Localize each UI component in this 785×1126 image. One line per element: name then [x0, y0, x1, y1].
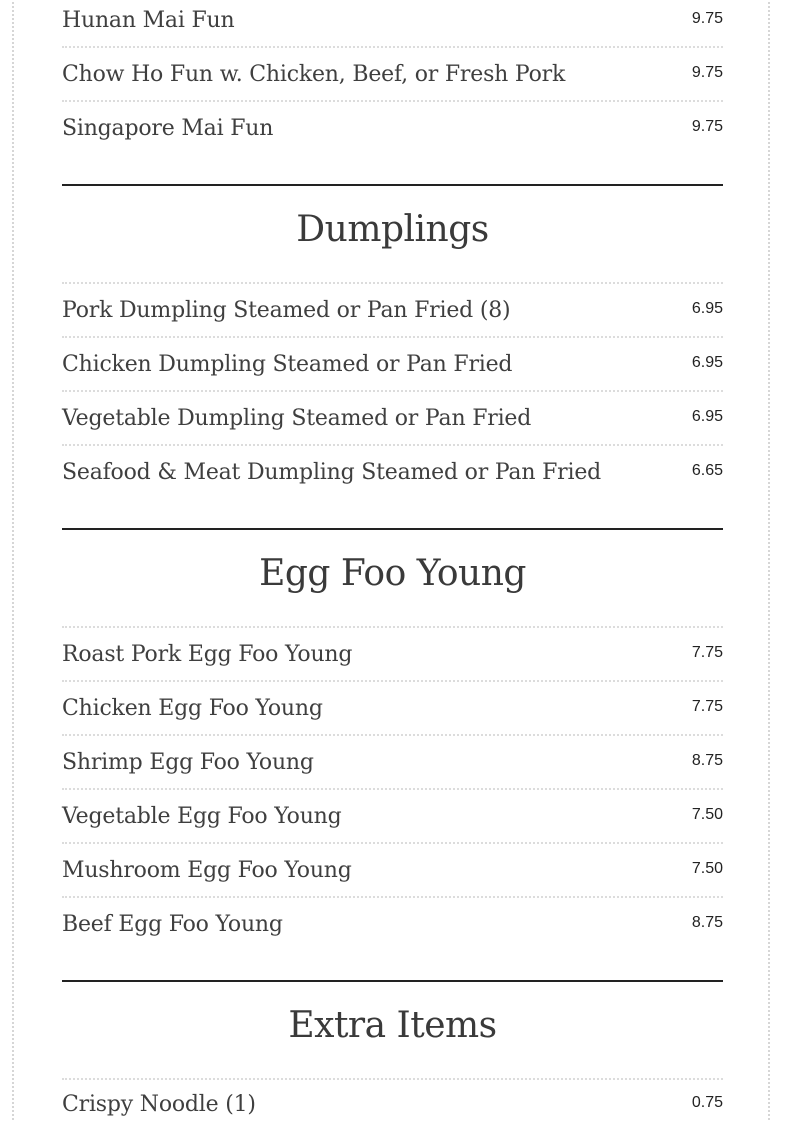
item-divider: [62, 444, 723, 446]
menu-item: [62, 1081, 723, 1117]
menu-item-price: 6.95: [691, 408, 723, 425]
menu-item-name: Mushroom Egg Foo Young: [62, 858, 352, 883]
item-divider: [62, 788, 723, 790]
menu-item-name: Chow Ho Fun w. Chicken, Beef, or Fresh Pork: [62, 62, 566, 87]
menu-item-price: 6.65: [691, 462, 723, 479]
menu-item: [62, 904, 723, 958]
menu-item-name: Crispy Noodle (1): [62, 1092, 256, 1117]
item-divider: [62, 842, 723, 844]
menu-item-name: Hunan Mai Fun: [62, 8, 235, 33]
menu-item-price: 9.75: [691, 10, 723, 27]
item-divider: [62, 282, 723, 284]
section-rule: [62, 528, 723, 530]
section-title-dumplings: Dumplings: [296, 209, 489, 250]
menu-item-price: 7.75: [691, 644, 723, 661]
menu-item-price: 6.95: [691, 300, 723, 317]
item-divider: [62, 680, 723, 682]
menu-item-name: Chicken Dumpling Steamed or Pan Fried: [62, 352, 513, 377]
section-rule: [62, 184, 723, 186]
menu-item-name: Pork Dumpling Steamed or Pan Fried (8): [62, 298, 511, 323]
menu-item-name: Seafood & Meat Dumpling Steamed or Pan Fried: [62, 460, 602, 485]
menu-item: [62, 452, 723, 506]
menu-item-price: 0.75: [691, 1094, 723, 1111]
menu-item: [62, 108, 723, 162]
menu-item-name: Roast Pork Egg Foo Young: [62, 642, 353, 667]
item-divider: [62, 46, 723, 48]
menu-item-name: Vegetable Egg Foo Young: [62, 804, 342, 829]
menu-item-name: Chicken Egg Foo Young: [62, 696, 323, 721]
item-divider: [62, 336, 723, 338]
section-title-extra-items: Extra Items: [288, 1005, 497, 1046]
item-divider: [62, 1078, 723, 1080]
section-title-egg-foo-young: Egg Foo Young: [259, 553, 526, 594]
menu-item-name: Beef Egg Foo Young: [62, 912, 283, 937]
item-divider: [62, 734, 723, 736]
menu-item-price: 6.95: [691, 354, 723, 371]
menu-item-price: 7.50: [691, 806, 723, 823]
item-divider: [62, 390, 723, 392]
item-divider: [62, 896, 723, 898]
menu-item-price: 9.75: [691, 118, 723, 135]
menu-item-price: 9.75: [691, 64, 723, 81]
menu-item-price: 7.75: [691, 698, 723, 715]
item-divider: [62, 626, 723, 628]
menu-item-name: Vegetable Dumpling Steamed or Pan Fried: [62, 406, 532, 431]
menu-item-price: 7.50: [691, 860, 723, 877]
menu-item-price: 8.75: [691, 914, 723, 931]
menu-item-name: Shrimp Egg Foo Young: [62, 750, 314, 775]
menu-item-price: 8.75: [691, 752, 723, 769]
section-rule: [62, 980, 723, 982]
item-divider: [62, 100, 723, 102]
menu-item-name: Singapore Mai Fun: [62, 116, 274, 141]
